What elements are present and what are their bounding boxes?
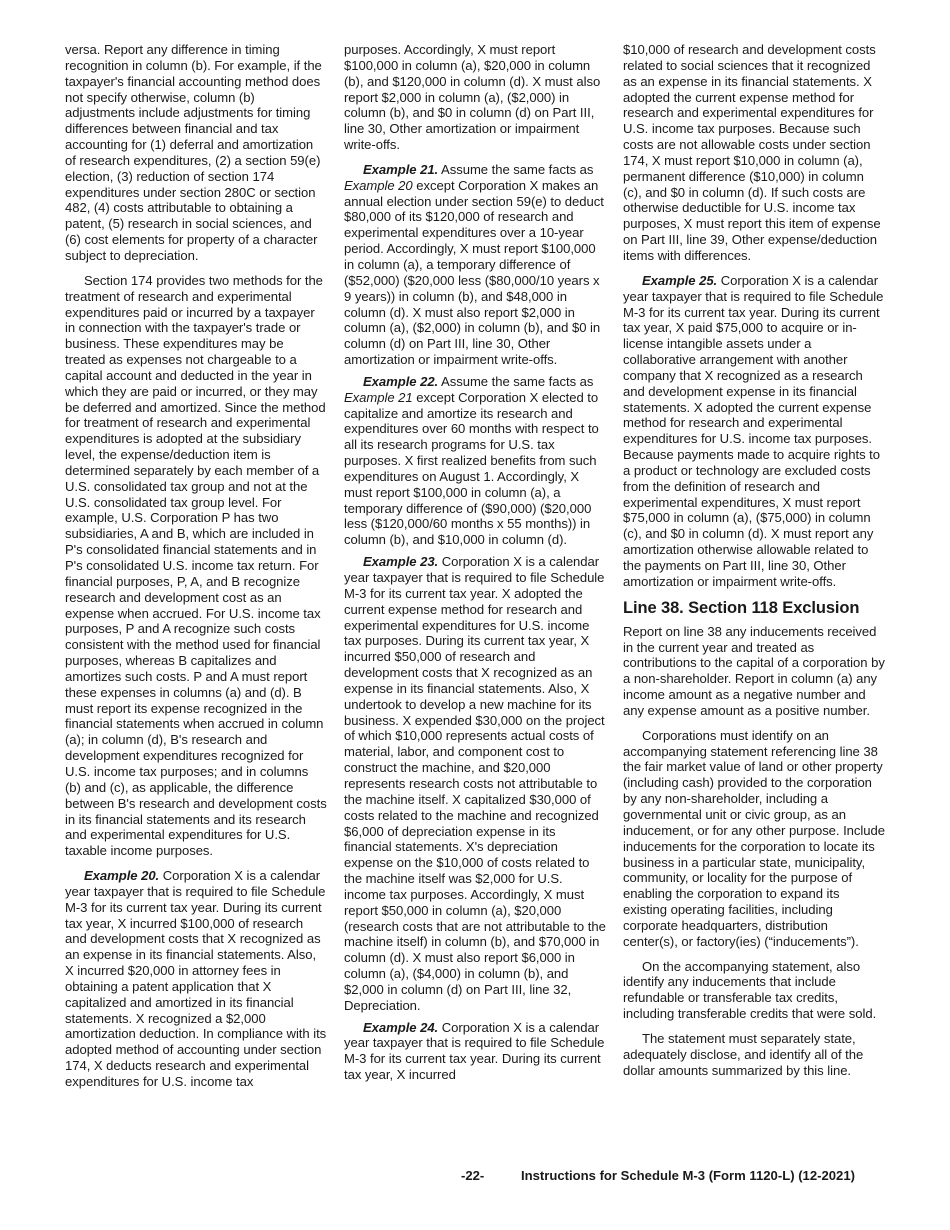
- example-21-reference: Example 20: [344, 177, 413, 193]
- example-20-text: Corporation X is a calendar year taxpayer that is required to file Schedule M-3 for its current tax year. During its current tax year, X incurred $100,000 of research and development costs that X recognized as an expense in its financial statements. Also, X incurred $20,000 in attorney fees in obtaining a patent application that X capitalized and amortized in its financial statements. X recognized a $2,000 amortization deduction. In compliance with its adopted method of accounting under section 174, X deducts research and experimental expenditures for U.S. income tax: [65, 868, 327, 1089]
- example-23-label: Example 23.: [363, 554, 439, 570]
- example-21-text: except Corporation X makes an annual election under section 59(e) to deduct $80,000 of its $120,000 of research and experimental expenditures over a 10-year period. Accordingly, X must report $100,000 in column (a), a temporary difference of ($52,000) ($20,000 less ($80,000/10 years x 9 years)) in column (b), and $48,000 in column (d). X must also report $2,000 in column (a), ($2,000) in column (b), and $0 in column (d) on Part III, line 30, Other amortization or impairment write-offs.: [344, 177, 604, 368]
- paragraph: Report on line 38 any inducements received in the current year and treated as contributions to the capital of a corporation by a non-shareholder. Report in column (a) any income amount as a negative number and any expense amount as a positive number.: [623, 623, 885, 718]
- example-21: [344, 162, 606, 368]
- example-24-text: Corporation X is a calendar year taxpayer that is required to file Schedule M-3 for its current tax year. During its current tax year, X incurred: [344, 1019, 605, 1083]
- paragraph: purposes. Accordingly, X must report $100,000 in column (a), $20,000 in column (b), and $120,000 in column (d). X must also report $2,000 in column (a), ($2,000) in column (b), and $0 in column (d) on Part III, line 30, Other amortization or impairment write-offs.: [344, 42, 601, 153]
- example-21-intro: Assume the same facts as: [441, 161, 594, 177]
- example-23-text: Corporation X is a calendar year taxpayer that is required to file Schedule M-3 for its current tax year. X adopted the current expense method for research and experimental expenditures for U.S. income tax purposes. During its current tax year, X incurred $50,000 of research and development costs that X recognized as an expense in its financial statements. Also, X undertook to develop a new machine for its business. X expended $30,000 on the project of which $10,000 represents actual costs of material, labor, and component cost to construct the machine, and $20,000 represents research costs not attributable to the machine itself. X capitalized $30,000 of costs related to the machine and recognized $6,000 of depreciation expense in its financial statements. X's depreciation expense on the $10,000 of costs related to the machine itself was $2,000 for U.S. income tax purposes. Accordingly, X must report $50,000 in column (a), $20,000 (research costs that are not attributable to the machine itself) in column (b), and $70,000 in column (d). X must also report $6,000 in column (a), ($4,000) in column (b), and $2,000 in column (d) on Part III, line 32, Depreciation.: [344, 554, 606, 1013]
- paragraph: Corporations must identify on an accompanying statement referencing line 38 the fair market value of land or other property (including cash) provided to the corporation by any non-shareholder, including a governmental unit or civic group, as an inducement, or for any other purpose. Include inducements for the corporation to locate its business in a particular state, municipality, community, or locality for the purpose of enabling the corporation to expand its existing operating facilities, including corporate headquarters, distribution center(s), or factory(ies) (“inducements”).: [623, 727, 885, 949]
- paragraph: The statement must separately state, adequately disclose, and identify all of the dollar amounts summarized by this line.: [623, 1030, 864, 1078]
- paragraph: On the accompanying statement, also identify any inducements that include refundable or transferable tax credits, including transferable credits that were sold.: [623, 958, 877, 1022]
- section-heading: Line 38. Section 118 Exclusion: [623, 598, 860, 617]
- paragraph-section-174: Section 174 provides two methods for the treatment of research and experimental expenditures paid or incurred by a taxpayer in connection with the taxpayer's trade or business. These expenditures may be treated as expenses not chargeable to a capital account and deducted in the year in which they are paid or incurred, or they may be deferred and amortized. Since the method for treatment of research and experimental expenditures is adopted at the subsidiary level, the expense/deduction item is determined separately by each member of a U.S. consolidated tax group and not at the U.S. consolidated tax group level. For example, U.S. Corporation P has two subsidiaries, A and B, which are included in P's consolidated financial statements and in P's consolidated U.S. income tax return. For financial purposes, P, A, and B recognize research and development cost as an expense when accrued. For U.S. income tax purposes, P and A recognize such costs consistent with the method used for financial purposes, whereas B capitalizes and amortizes such costs. P and A must report these expenses in columns (a) and (d). B must report its expense recognized in the financial statements when accrued in column (a); in column (d), B's research and development expenditures recognized for U.S. income tax purposes; and in columns (b) and (c), as applicable, the difference between B's research and development costs in its financial statements and its research and experimental expenditures for U.S. taxable income purposes.: [65, 272, 327, 859]
- paragraph: $10,000 of research and development costs related to social sciences that it recognized as an expense in its financial statements. X adopted the current expense method for research and experimental expenditures for U.S. income tax purposes. Because such costs are not allowable costs under section 174, X must report $10,000 in column (a), permanent difference ($10,000) in column (c), and $0 in column (d). If such costs are otherwise deductible for U.S. income tax purposes, X must report this item of expense on Part III, line 39, Other expense/deduction items with differences.: [623, 42, 881, 263]
- example-23: [344, 554, 606, 1013]
- page-number: -22-: [461, 1168, 485, 1183]
- paragraph: versa. Report any difference in timing recognition in column (b). For example, if the taxpayer's financial accounting method does not specify otherwise, column (b) adjustments include adjustments for timing differences between financial and tax accounting for (1) deferral and amortization of research expenditures, (2) a section 59(e) election, (3) reduction of section 174 expenditures under section 280C or section 482, (4) costs attributable to obtaining a patent, (5) research in social sciences, and (6) cost elements for property of a character subject to depreciation.: [65, 42, 322, 263]
- example-24: [344, 1020, 606, 1083]
- example-24-label: Example 24.: [363, 1019, 439, 1035]
- example-20: [65, 868, 327, 1090]
- example-21-label: Example 21.: [363, 161, 439, 177]
- example-25: [623, 273, 885, 590]
- example-25-text: Corporation X is a calendar year taxpayer that is required to file Schedule M-3 for its current tax year. During its current tax year, X paid $75,000 to acquire or in-license intangible assets under a collaborative arrangement with another company that X recognized as a research and development expense in its financial statements. X adopted the current expense method for research and experimental expenditures for U.S. income tax purposes. Because payments made to acquire rights to a product or technology are excluded costs from the definition of research and experimental expenditures, X must report $75,000 in column (a), ($75,000) in column (c), and $0 in column (d). X must report any amortization otherwise allowable related to the payments on Part III, line 30, Other amortization or impairment write-offs.: [623, 272, 884, 589]
- column-2: [344, 42, 606, 1092]
- column-1: [65, 42, 327, 1099]
- document-title: Instructions for Schedule M-3 (Form 1120-L) (12-2021): [521, 1168, 855, 1183]
- column-3: [623, 42, 885, 1087]
- example-22-reference: Example 21: [344, 389, 413, 405]
- example-25-label: Example 25.: [642, 272, 718, 288]
- example-22-text: except Corporation X elected to capitalize and amortize its research and expenditures over 60 months with respect to all its research programs for U.S. tax purposes. X first realized benefits from such expenditures on August 1. Accordingly, X must report $100,000 in column (a), a temporary difference of ($90,000) ($20,000 less ($120,000/60 months x 55 months)) in column (b), and $10,000 in column (d).: [344, 389, 599, 548]
- example-22-label: Example 22.: [363, 373, 439, 389]
- example-22-intro: Assume the same facts as: [441, 373, 594, 389]
- example-20-label: Example 20.: [84, 868, 160, 884]
- example-22: [344, 374, 606, 548]
